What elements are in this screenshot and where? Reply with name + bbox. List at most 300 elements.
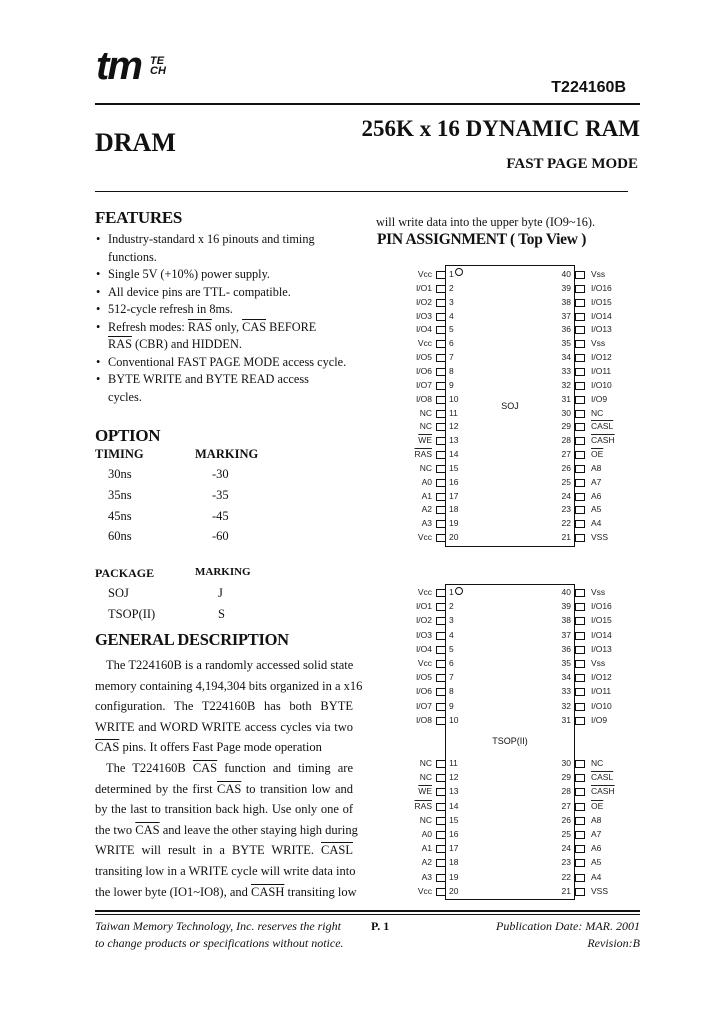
pin-number: 28 xyxy=(561,435,571,446)
pin-name: A8 xyxy=(591,814,602,825)
pin-name: I/O15 xyxy=(591,615,612,626)
pin-number: 11 xyxy=(449,407,458,418)
pin-number: 22 xyxy=(561,871,571,882)
features-list xyxy=(96,231,366,406)
pin-number: 18 xyxy=(449,857,459,868)
pin-name: I/O12 xyxy=(591,672,612,683)
footer-divider-top xyxy=(95,910,640,912)
pin-name: I/O2 xyxy=(415,615,432,626)
pin-lead xyxy=(575,760,585,768)
feature-item xyxy=(96,319,366,354)
description-line xyxy=(95,779,353,800)
pin-number: 35 xyxy=(561,338,571,349)
pin-number: 3 xyxy=(449,615,454,626)
pin-name: A1 xyxy=(421,843,432,854)
pin-number: 1 xyxy=(449,269,454,279)
pin-name: Vss xyxy=(591,338,606,349)
package-header: PACKAGE xyxy=(95,566,155,580)
pin-number: 33 xyxy=(561,365,571,376)
page-number: P. 1 xyxy=(371,919,390,933)
pin-number: 36 xyxy=(561,643,571,654)
pin-number: 31 xyxy=(561,714,571,725)
pin-lead xyxy=(436,271,446,279)
pin-number: 38 xyxy=(561,615,571,626)
pin-lead xyxy=(575,313,585,321)
overlined-signal: $\overline{RAS}$ xyxy=(108,337,132,351)
pin-number: 16 xyxy=(449,476,459,487)
pin-lead xyxy=(575,299,585,307)
header-divider xyxy=(95,103,640,105)
pin-name: A6 xyxy=(591,843,602,854)
pin-name: $\overline{RAS}$ xyxy=(414,449,432,460)
pin-name: $\overline{WE}$ xyxy=(418,435,432,446)
pin-name: I/O14 xyxy=(591,310,612,321)
pin-name: $\overline{RAS}$ xyxy=(414,800,432,811)
pin-name: I/O3 xyxy=(415,629,432,640)
feature-line xyxy=(96,389,366,407)
pin-name: A4 xyxy=(591,871,602,882)
text-segment: Single 5V (+10%) power supply. xyxy=(108,267,270,281)
text-segment: determined by the first xyxy=(95,781,218,796)
pin-number: 40 xyxy=(561,587,571,597)
pin-number: 23 xyxy=(561,504,571,515)
pin-name: Vcc xyxy=(417,338,432,349)
pin-number: 14 xyxy=(449,800,459,811)
pin-name: Vcc xyxy=(417,587,432,597)
category-title: DRAM xyxy=(95,128,176,157)
pin-name: NC xyxy=(419,814,432,825)
overlined-signal: $\overline{CAS}$ xyxy=(192,760,218,775)
package-label: SOJ xyxy=(501,400,519,411)
pin-number: 33 xyxy=(561,686,571,697)
pin-lead xyxy=(436,859,446,867)
text-segment: WRITE and WORD WRITE access cycles via two xyxy=(95,719,353,734)
bullet-icon: • xyxy=(96,302,101,316)
feature-item xyxy=(96,301,366,319)
pin-lead xyxy=(436,589,446,597)
text-segment: 512-cycle refresh in 8ms. xyxy=(108,302,233,316)
pin-number: 22 xyxy=(561,518,571,529)
pin-number: 15 xyxy=(449,814,459,825)
pin-number: 27 xyxy=(561,800,571,811)
pin-lead xyxy=(575,859,585,867)
pin-number: 12 xyxy=(449,772,459,783)
pin-lead xyxy=(436,437,446,445)
pin-number: 37 xyxy=(561,629,571,640)
text-segment: (CBR) and HIDDEN. xyxy=(131,337,242,351)
pin-name: A6 xyxy=(591,490,602,501)
pin-number: 31 xyxy=(561,393,571,404)
pin-name: A5 xyxy=(591,504,602,515)
pin-name: I/O1 xyxy=(415,282,432,293)
pin-lead xyxy=(575,285,585,293)
text-segment: WRITE will result in a BYTE WRITE. xyxy=(95,843,322,858)
pin-lead xyxy=(575,368,585,376)
pin-name: Vcc xyxy=(417,269,432,279)
pin-name: Vcc xyxy=(417,885,432,896)
pin-assignment-heading: PIN ASSIGNMENT ( Top View ) xyxy=(377,231,587,248)
pin-lead xyxy=(575,831,585,839)
text-segment: pins. It offers Fast Page mode operation xyxy=(119,740,322,755)
pin-number: 38 xyxy=(561,296,571,307)
pin-lead xyxy=(436,703,446,711)
pin-number: 25 xyxy=(561,476,571,487)
feature-line xyxy=(96,354,366,372)
pin-lead xyxy=(575,479,585,487)
pin-lead xyxy=(436,674,446,682)
pin-lead xyxy=(575,774,585,782)
pin-number: 7 xyxy=(449,672,454,683)
pin-lead xyxy=(436,354,446,362)
feature-line xyxy=(96,231,366,249)
pin1-notch-icon xyxy=(455,268,463,276)
pin-lead xyxy=(575,465,585,473)
pin-number: 6 xyxy=(449,658,454,668)
pin-number: 3 xyxy=(449,296,454,307)
footer-notice-line2: to change products or specifications without notice. xyxy=(95,936,344,950)
pin-lead xyxy=(575,326,585,334)
pin-name: I/O4 xyxy=(415,643,432,654)
pin-name: I/O13 xyxy=(591,324,612,335)
pin-name: I/O15 xyxy=(591,296,612,307)
company-logo: tm xyxy=(96,44,141,88)
pin-name: I/O7 xyxy=(415,379,432,390)
pin-number: 6 xyxy=(449,338,454,349)
timing-header: TIMING xyxy=(95,447,144,461)
pin-name: A7 xyxy=(591,476,602,487)
pin-lead xyxy=(436,603,446,611)
package-label: TSOP(II) xyxy=(492,736,528,747)
pin-lead xyxy=(436,632,446,640)
pin-number: 30 xyxy=(561,758,571,768)
pin-lead xyxy=(575,534,585,542)
pin-name: I/O11 xyxy=(591,365,612,376)
text-segment: transiting low xyxy=(284,884,357,899)
text-segment: the two xyxy=(95,822,136,837)
pin-number: 28 xyxy=(561,786,571,797)
pin-lead xyxy=(575,410,585,418)
pin-number: 30 xyxy=(561,407,571,418)
pin-number: 20 xyxy=(449,885,459,896)
text-segment: The T224160B xyxy=(106,760,193,775)
text-segment: and leave the other staying high during xyxy=(159,822,358,837)
pin-lead xyxy=(436,451,446,459)
pin-lead xyxy=(436,660,446,668)
pin-lead xyxy=(436,534,446,542)
pin-lead xyxy=(575,874,585,882)
publication-date: Publication Date: MAR. 2001 xyxy=(496,919,640,933)
general-description-continued: will write data into the upper byte (IO9~16). xyxy=(376,215,596,229)
pin-lead xyxy=(436,774,446,782)
pin-number: 29 xyxy=(561,421,571,432)
description-line xyxy=(95,676,363,697)
pin-name: $\overline{WE}$ xyxy=(418,786,432,797)
timing-value: 35ns xyxy=(108,487,132,502)
pin-lead xyxy=(575,437,585,445)
pin-name: I/O13 xyxy=(591,643,612,654)
feature-item xyxy=(96,354,366,372)
pin-lead xyxy=(436,396,446,404)
footer-divider-bottom xyxy=(95,914,640,915)
package-value: SOJ xyxy=(108,586,129,600)
description-line xyxy=(95,882,357,903)
pin-number: 13 xyxy=(449,786,459,797)
pin-name: I/O16 xyxy=(591,601,612,612)
pin-lead xyxy=(575,646,585,654)
pin-number: 5 xyxy=(449,643,454,654)
pin-number: 27 xyxy=(561,449,571,460)
pin-number: 39 xyxy=(561,282,571,293)
pin-lead xyxy=(575,660,585,668)
pin-lead xyxy=(575,717,585,725)
pin-name: Vcc xyxy=(417,658,432,668)
pin-name: Vss xyxy=(591,269,606,279)
pin-lead xyxy=(436,520,446,528)
description-line xyxy=(95,737,353,758)
pin-name: NC xyxy=(419,772,432,783)
pin-name: I/O8 xyxy=(415,393,432,404)
description-line xyxy=(95,861,356,882)
pin-lead xyxy=(436,646,446,654)
pin-number: 12 xyxy=(449,421,459,432)
pin-lead xyxy=(436,874,446,882)
pin-name: NC xyxy=(591,407,604,418)
pin-number: 10 xyxy=(449,714,459,725)
pin-lead xyxy=(575,788,585,796)
features-heading: FEATURES xyxy=(95,208,183,227)
bullet-icon: • xyxy=(96,284,101,299)
description-line xyxy=(95,820,358,841)
feature-line xyxy=(96,371,366,389)
pin-lead xyxy=(436,326,446,334)
text-segment: the lower byte (IO1~IO8), and xyxy=(95,884,252,899)
pin-name: I/O2 xyxy=(415,296,432,307)
bullet-icon: • xyxy=(96,267,101,281)
pin-lead xyxy=(436,423,446,431)
pin-lead xyxy=(436,688,446,696)
description-line xyxy=(95,655,353,676)
pin-name: I/O3 xyxy=(415,310,432,321)
pin-name: I/O10 xyxy=(591,700,612,711)
pin-number: 16 xyxy=(449,829,459,839)
pin-name: I/O6 xyxy=(415,686,432,697)
overlined-signal: $\overline{CAS}$ xyxy=(242,319,267,334)
pin-number: 7 xyxy=(449,352,454,363)
feature-line xyxy=(96,249,366,267)
pin-name: A3 xyxy=(421,871,432,882)
package-marking-header: MARKING xyxy=(195,566,251,578)
pin-number: 19 xyxy=(449,871,459,882)
pin-number: 29 xyxy=(561,772,571,783)
pin-name: I/O14 xyxy=(591,629,612,640)
pin-number: 14 xyxy=(449,449,459,460)
timing-marking: -60 xyxy=(212,529,229,544)
feature-line xyxy=(96,266,366,284)
pin-name: I/O9 xyxy=(591,393,608,404)
timing-marking: -30 xyxy=(212,467,229,481)
text-segment: The T224160B is a randomly accessed solid state xyxy=(106,658,354,672)
pin-name: NC xyxy=(419,462,432,473)
pin-lead xyxy=(436,788,446,796)
pin-number: 24 xyxy=(561,843,571,854)
pin-number: 23 xyxy=(561,857,571,868)
general-description-text xyxy=(95,655,363,902)
pin-name: VSS xyxy=(591,532,609,543)
text-segment: Conventional FAST PAGE MODE access cycle. xyxy=(108,354,347,369)
package-marking: S xyxy=(218,607,225,621)
pin-number: 8 xyxy=(449,365,454,376)
pin-number: 32 xyxy=(561,379,571,390)
pin-lead xyxy=(575,493,585,501)
pin-name: I/O7 xyxy=(415,700,432,711)
pin-number: 8 xyxy=(449,686,454,697)
pin-name: $\overline{OE}$ xyxy=(591,800,604,811)
pin-lead xyxy=(436,817,446,825)
text-segment: memory containing 4,194,304 bits organized in a x16 xyxy=(95,678,363,693)
option-heading: OPTION xyxy=(95,426,161,445)
text-segment: to transition low and xyxy=(241,781,353,796)
pin-lead xyxy=(575,382,585,390)
pin-lead xyxy=(575,617,585,625)
feature-line xyxy=(96,284,366,302)
pin-number: 19 xyxy=(449,518,459,529)
marking-header: MARKING xyxy=(195,447,259,461)
overlined-signal: $\overline{CAS}$ xyxy=(135,822,160,837)
pin-lead xyxy=(436,465,446,473)
overlined-signal: CASL xyxy=(321,843,353,858)
pin-name: $\overline{OE}$ xyxy=(591,449,604,460)
feature-item xyxy=(96,266,366,284)
pin-lead xyxy=(575,688,585,696)
timing-marking: -35 xyxy=(212,487,229,502)
text-segment: BYTE WRITE and BYTE READ access xyxy=(108,372,309,386)
pin-name: I/O1 xyxy=(415,601,432,612)
pin-number: 21 xyxy=(561,532,571,543)
text-segment: configuration. The T224160B has both BYTE xyxy=(95,699,353,714)
title-divider xyxy=(95,191,628,192)
pin-lead xyxy=(575,632,585,640)
bullet-icon: • xyxy=(96,232,101,246)
pin-lead xyxy=(436,831,446,839)
pin-lead xyxy=(436,340,446,348)
pin-lead xyxy=(575,703,585,711)
pin-name: A5 xyxy=(591,857,602,868)
pin-number: 39 xyxy=(561,601,571,612)
pin-number: 4 xyxy=(449,629,454,640)
pin-number: 26 xyxy=(561,814,571,825)
timing-value: 45ns xyxy=(108,508,132,523)
overlined-signal: $\overline{CAS}$ xyxy=(95,740,120,755)
pin-lead xyxy=(436,717,446,725)
text-segment: BEFORE xyxy=(266,319,317,334)
pin-lead xyxy=(436,493,446,501)
description-line xyxy=(95,840,353,861)
text-segment: All device pins are TTL- compatible. xyxy=(108,284,291,299)
pin-lead xyxy=(436,285,446,293)
pin-lead xyxy=(575,396,585,404)
pin-number: 17 xyxy=(449,490,459,501)
pin-lead xyxy=(575,817,585,825)
description-line xyxy=(95,717,353,738)
pin-lead xyxy=(436,803,446,811)
text-segment: cycles. xyxy=(108,389,142,404)
pin-name: I/O11 xyxy=(591,686,612,697)
pin-lead xyxy=(436,382,446,390)
pin-name: CASL xyxy=(591,421,614,432)
feature-line xyxy=(96,336,366,354)
pin-lead xyxy=(436,617,446,625)
pin-number: 25 xyxy=(561,829,571,839)
pin-name: A2 xyxy=(421,857,432,868)
text-segment: by the last to transition back high. Use only one of xyxy=(95,802,353,817)
pin-number: 5 xyxy=(449,324,454,335)
pin-lead xyxy=(575,603,585,611)
pin-lead xyxy=(575,674,585,682)
pin-number: 2 xyxy=(449,282,454,293)
pin-number: 15 xyxy=(449,462,459,473)
pin-lead xyxy=(575,423,585,431)
pin-name: NC xyxy=(591,758,604,768)
pin1-notch-icon xyxy=(455,587,463,595)
pin-name: I/O8 xyxy=(415,714,432,725)
description-line xyxy=(95,799,353,820)
pin-number: 10 xyxy=(449,393,459,404)
pin-lead xyxy=(575,354,585,362)
text-segment: Industry-standard x 16 pinouts and timing xyxy=(108,232,315,246)
bullet-icon: • xyxy=(96,319,101,334)
text-segment: only, xyxy=(211,319,243,334)
description-line xyxy=(95,696,353,717)
pin-number: 26 xyxy=(561,462,571,473)
bullet-icon: • xyxy=(96,354,101,369)
timing-value: 30ns xyxy=(108,467,132,481)
pin-name: I/O5 xyxy=(415,672,432,683)
pin-name: A0 xyxy=(421,829,432,839)
text-segment: function and timing are xyxy=(217,760,353,775)
pin-name: CASL xyxy=(591,772,614,783)
text-segment: functions. xyxy=(108,249,157,264)
pin-lead xyxy=(575,271,585,279)
package-value: TSOP(II) xyxy=(108,607,156,621)
pin-lead xyxy=(436,410,446,418)
package-marking: J xyxy=(218,586,223,600)
pin-number: 40 xyxy=(561,269,571,279)
pin-name: I/O4 xyxy=(415,324,432,335)
pin-name: I/O16 xyxy=(591,282,612,293)
pin-number: 2 xyxy=(449,601,454,612)
pin-name: I/O12 xyxy=(591,352,612,363)
bullet-icon: • xyxy=(96,372,101,386)
pin-lead xyxy=(436,368,446,376)
pin-number: 21 xyxy=(561,885,571,896)
pin-name: I/O10 xyxy=(591,379,612,390)
pin-number: 20 xyxy=(449,532,459,543)
feature-line xyxy=(96,319,366,337)
pin-lead xyxy=(575,520,585,528)
pin-number: 1 xyxy=(449,587,454,597)
pin-number: 34 xyxy=(561,352,571,363)
pin-number: 9 xyxy=(449,379,454,390)
product-subtitle: FAST PAGE MODE xyxy=(506,156,638,172)
pin-name: A1 xyxy=(421,490,432,501)
pin-number: 9 xyxy=(449,700,454,711)
pin-name: I/O5 xyxy=(415,352,432,363)
pin-lead xyxy=(436,760,446,768)
revision: Revision:B xyxy=(587,936,640,950)
pin-lead xyxy=(436,506,446,514)
feature-item xyxy=(96,284,366,302)
pin-name: NC xyxy=(419,758,432,768)
